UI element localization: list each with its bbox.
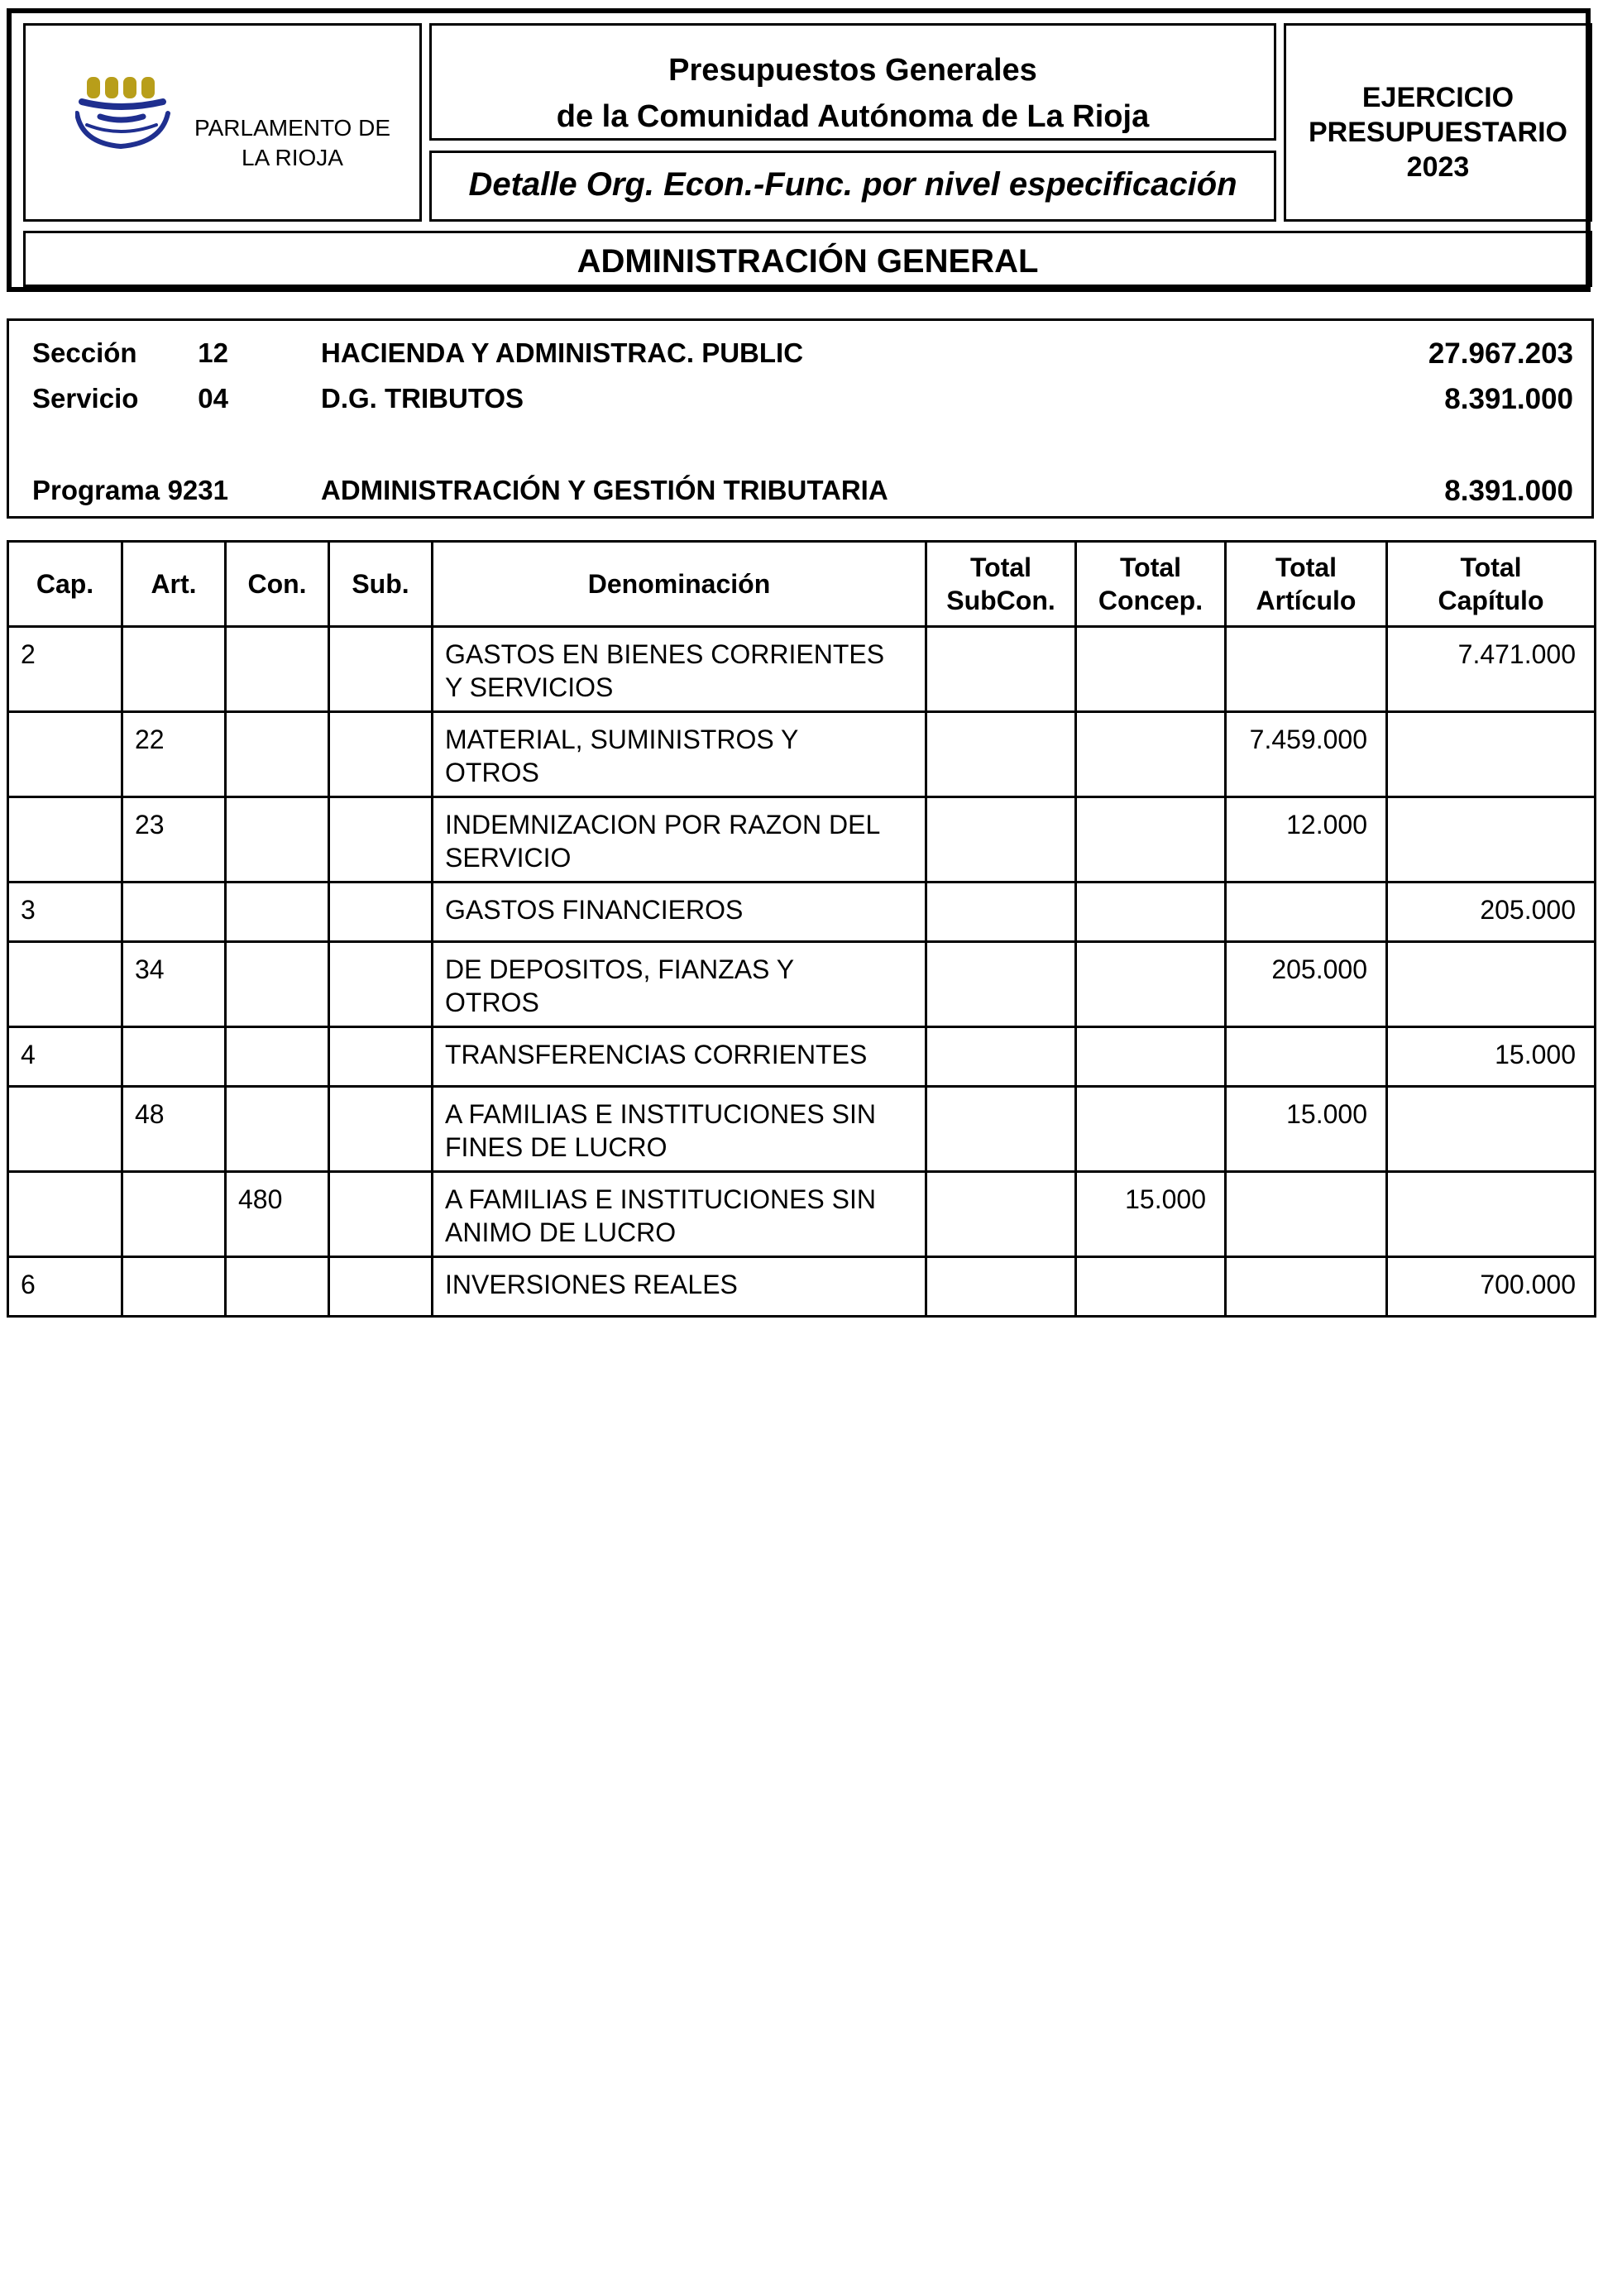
- cell-total-concep: [1076, 1257, 1226, 1317]
- document-title: [432, 47, 1274, 140]
- denominacion-line2: SERVICIO: [445, 843, 572, 873]
- cell-total-concep: [1076, 627, 1226, 712]
- cell-total-concep: [1076, 1087, 1226, 1172]
- denominacion-line2: OTROS: [445, 758, 539, 787]
- servicio-label: Servicio: [32, 383, 139, 414]
- header-total-articulo-line2: Artículo: [1256, 586, 1357, 615]
- cell-total-articulo: 205.000: [1226, 942, 1387, 1027]
- header-art: Art.: [122, 542, 226, 627]
- cell-total-capitulo: 15.000: [1387, 1027, 1596, 1087]
- document-subtitle: Detalle Org. Econ.-Func. por nivel especificación: [468, 166, 1237, 203]
- cell-art: [122, 1027, 226, 1087]
- logo-box: [23, 23, 422, 222]
- table-header-row: [8, 542, 1596, 627]
- cell-art: 34: [122, 942, 226, 1027]
- cell-art: [122, 627, 226, 712]
- header-total-concep-line1: Total: [1119, 552, 1182, 582]
- seccion-name: HACIENDA Y ADMINISTRAC. PUBLIC: [321, 337, 804, 368]
- cell-con: [226, 627, 329, 712]
- programa-row: [9, 475, 1591, 508]
- header-con: Con.: [226, 542, 329, 627]
- table-row: [8, 627, 1596, 712]
- cell-denominacion: [433, 1027, 926, 1087]
- cell-total-subcon: [926, 1257, 1076, 1317]
- title-box: [429, 23, 1276, 141]
- cell-art: [122, 883, 226, 942]
- seccion-label: Sección: [32, 337, 137, 368]
- cell-denominacion: [433, 942, 926, 1027]
- cell-con: [226, 942, 329, 1027]
- programa-code: 9231: [167, 475, 228, 505]
- programa-amount: 8.391.000: [1444, 475, 1573, 507]
- denominacion-line1: GASTOS FINANCIEROS: [445, 895, 744, 925]
- header-total-subcon: [926, 542, 1076, 627]
- cell-total-concep: [1076, 942, 1226, 1027]
- seccion-row: [9, 337, 1591, 371]
- logo-text-line1: PARLAMENTO DE: [194, 115, 391, 141]
- denominacion-line1: INDEMNIZACION POR RAZON DEL: [445, 810, 881, 839]
- table-row: [8, 942, 1596, 1027]
- cell-con: [226, 712, 329, 797]
- cell-total-capitulo: [1387, 712, 1596, 797]
- cell-con: [226, 1257, 329, 1317]
- header-total-articulo: [1226, 542, 1387, 627]
- header-total-capitulo: [1387, 542, 1596, 627]
- cell-sub: [329, 1087, 433, 1172]
- cell-total-subcon: [926, 1027, 1076, 1087]
- cell-con: 480: [226, 1172, 329, 1257]
- cell-total-articulo: 12.000: [1226, 797, 1387, 883]
- cell-total-capitulo: [1387, 797, 1596, 883]
- cell-total-concep: 15.000: [1076, 1172, 1226, 1257]
- denominacion-line1: GASTOS EN BIENES CORRIENTES: [445, 639, 885, 669]
- cell-total-capitulo: [1387, 1087, 1596, 1172]
- logo-text-line2: LA RIOJA: [242, 145, 343, 170]
- cell-sub: [329, 1257, 433, 1317]
- cell-sub: [329, 942, 433, 1027]
- programa-name: ADMINISTRACIÓN Y GESTIÓN TRIBUTARIA: [321, 475, 888, 505]
- cell-total-capitulo: 205.000: [1387, 883, 1596, 942]
- cell-cap: 2: [8, 627, 122, 712]
- cell-denominacion: [433, 627, 926, 712]
- header-denominacion: Denominación: [433, 542, 926, 627]
- denominacion-line2: OTROS: [445, 988, 539, 1017]
- table-row: [8, 1172, 1596, 1257]
- cell-denominacion: [433, 1172, 926, 1257]
- year-line1: EJERCICIO: [1361, 82, 1514, 113]
- denominacion-line1: A FAMILIAS E INSTITUCIONES SIN: [445, 1099, 876, 1129]
- cell-sub: [329, 712, 433, 797]
- header-sub: Sub.: [329, 542, 433, 627]
- denominacion-line2: Y SERVICIOS: [445, 672, 614, 702]
- cell-total-articulo: 7.459.000: [1226, 712, 1387, 797]
- cell-sub: [329, 883, 433, 942]
- cell-sub: [329, 627, 433, 712]
- logo-text: [194, 113, 390, 173]
- cell-total-articulo: [1226, 1172, 1387, 1257]
- fiscal-year: [1286, 80, 1590, 184]
- admin-title: ADMINISTRACIÓN GENERAL: [577, 243, 1039, 280]
- denominacion-line1: A FAMILIAS E INSTITUCIONES SIN: [445, 1184, 876, 1214]
- servicio-name: D.G. TRIBUTOS: [321, 383, 524, 414]
- header-total-subcon-line2: SubCon.: [946, 586, 1055, 615]
- header-total-articulo-line1: Total: [1275, 552, 1337, 582]
- table-row: [8, 1027, 1596, 1087]
- programa-label: Programa: [32, 475, 160, 505]
- year-line2: PRESUPUESTARIO: [1309, 117, 1567, 148]
- cell-total-capitulo: [1387, 1172, 1596, 1257]
- cell-total-concep: [1076, 1027, 1226, 1087]
- cell-art: 22: [122, 712, 226, 797]
- header-total-subcon-line1: Total: [969, 552, 1032, 582]
- header-cap: Cap.: [8, 542, 122, 627]
- seccion-amount: 27.967.203: [1428, 337, 1573, 370]
- cell-total-subcon: [926, 712, 1076, 797]
- year-line3: 2023: [1406, 151, 1470, 183]
- denominacion-line1: TRANSFERENCIAS CORRIENTES: [445, 1040, 868, 1069]
- cell-total-articulo: [1226, 1027, 1387, 1087]
- cell-sub: [329, 797, 433, 883]
- cell-sub: [329, 1172, 433, 1257]
- table-row: [8, 883, 1596, 942]
- cell-total-subcon: [926, 1172, 1076, 1257]
- servicio-row: [9, 383, 1591, 416]
- cell-total-capitulo: [1387, 942, 1596, 1027]
- denominacion-line1: DE DEPOSITOS, FIANZAS Y: [445, 954, 795, 984]
- denominacion-line2: ANIMO DE LUCRO: [445, 1217, 677, 1247]
- cell-cap: [8, 712, 122, 797]
- cell-total-concep: [1076, 883, 1226, 942]
- admin-box: [23, 231, 1592, 287]
- cell-con: [226, 797, 329, 883]
- header-total-capitulo-line2: Capítulo: [1438, 586, 1544, 615]
- cell-cap: [8, 1172, 122, 1257]
- cell-total-subcon: [926, 1087, 1076, 1172]
- table-row: [8, 1087, 1596, 1172]
- cell-denominacion: [433, 883, 926, 942]
- cell-cap: 6: [8, 1257, 122, 1317]
- cell-total-subcon: [926, 883, 1076, 942]
- cell-cap: [8, 942, 122, 1027]
- cell-art: 23: [122, 797, 226, 883]
- cell-total-subcon: [926, 797, 1076, 883]
- cell-denominacion: [433, 1257, 926, 1317]
- cell-denominacion: [433, 797, 926, 883]
- table-row: [8, 712, 1596, 797]
- servicio-amount: 8.391.000: [1444, 383, 1573, 415]
- cell-cap: [8, 797, 122, 883]
- cell-con: [226, 1027, 329, 1087]
- seccion-code: 12: [198, 337, 228, 368]
- budget-table: [7, 540, 1596, 1318]
- cell-art: 48: [122, 1087, 226, 1172]
- denominacion-line2: FINES DE LUCRO: [445, 1132, 668, 1162]
- cell-sub: [329, 1027, 433, 1087]
- cell-total-subcon: [926, 627, 1076, 712]
- cell-cap: [8, 1087, 122, 1172]
- fiscal-year-box: [1284, 23, 1592, 222]
- cell-cap: 3: [8, 883, 122, 942]
- header-total-capitulo-line1: Total: [1460, 552, 1522, 582]
- cell-denominacion: [433, 1087, 926, 1172]
- cell-total-articulo: [1226, 627, 1387, 712]
- servicio-code: 04: [198, 383, 228, 414]
- cell-total-articulo: 15.000: [1226, 1087, 1387, 1172]
- table-row: [8, 1257, 1596, 1317]
- cell-con: [226, 883, 329, 942]
- document-header: [7, 8, 1591, 292]
- cell-con: [226, 1087, 329, 1172]
- header-total-concep: [1076, 542, 1226, 627]
- subtitle-box: [429, 151, 1276, 222]
- cell-art: [122, 1257, 226, 1317]
- cell-cap: 4: [8, 1027, 122, 1087]
- budget-info-box: [7, 318, 1594, 519]
- cell-total-articulo: [1226, 1257, 1387, 1317]
- title-line1: Presupuestos Generales: [668, 53, 1037, 88]
- cell-total-capitulo: 700.000: [1387, 1257, 1596, 1317]
- denominacion-line1: MATERIAL, SUMINISTROS Y: [445, 725, 799, 754]
- cell-total-capitulo: 7.471.000: [1387, 627, 1596, 712]
- header-total-concep-line2: Concep.: [1098, 586, 1203, 615]
- title-line2: de la Comunidad Autónoma de La Rioja: [556, 99, 1150, 134]
- cell-total-subcon: [926, 942, 1076, 1027]
- cell-total-concep: [1076, 797, 1226, 883]
- cell-total-articulo: [1226, 883, 1387, 942]
- parlamento-logo-icon: [75, 77, 175, 160]
- table-row: [8, 797, 1596, 883]
- cell-total-concep: [1076, 712, 1226, 797]
- cell-art: [122, 1172, 226, 1257]
- cell-denominacion: [433, 712, 926, 797]
- denominacion-line1: INVERSIONES REALES: [445, 1270, 738, 1299]
